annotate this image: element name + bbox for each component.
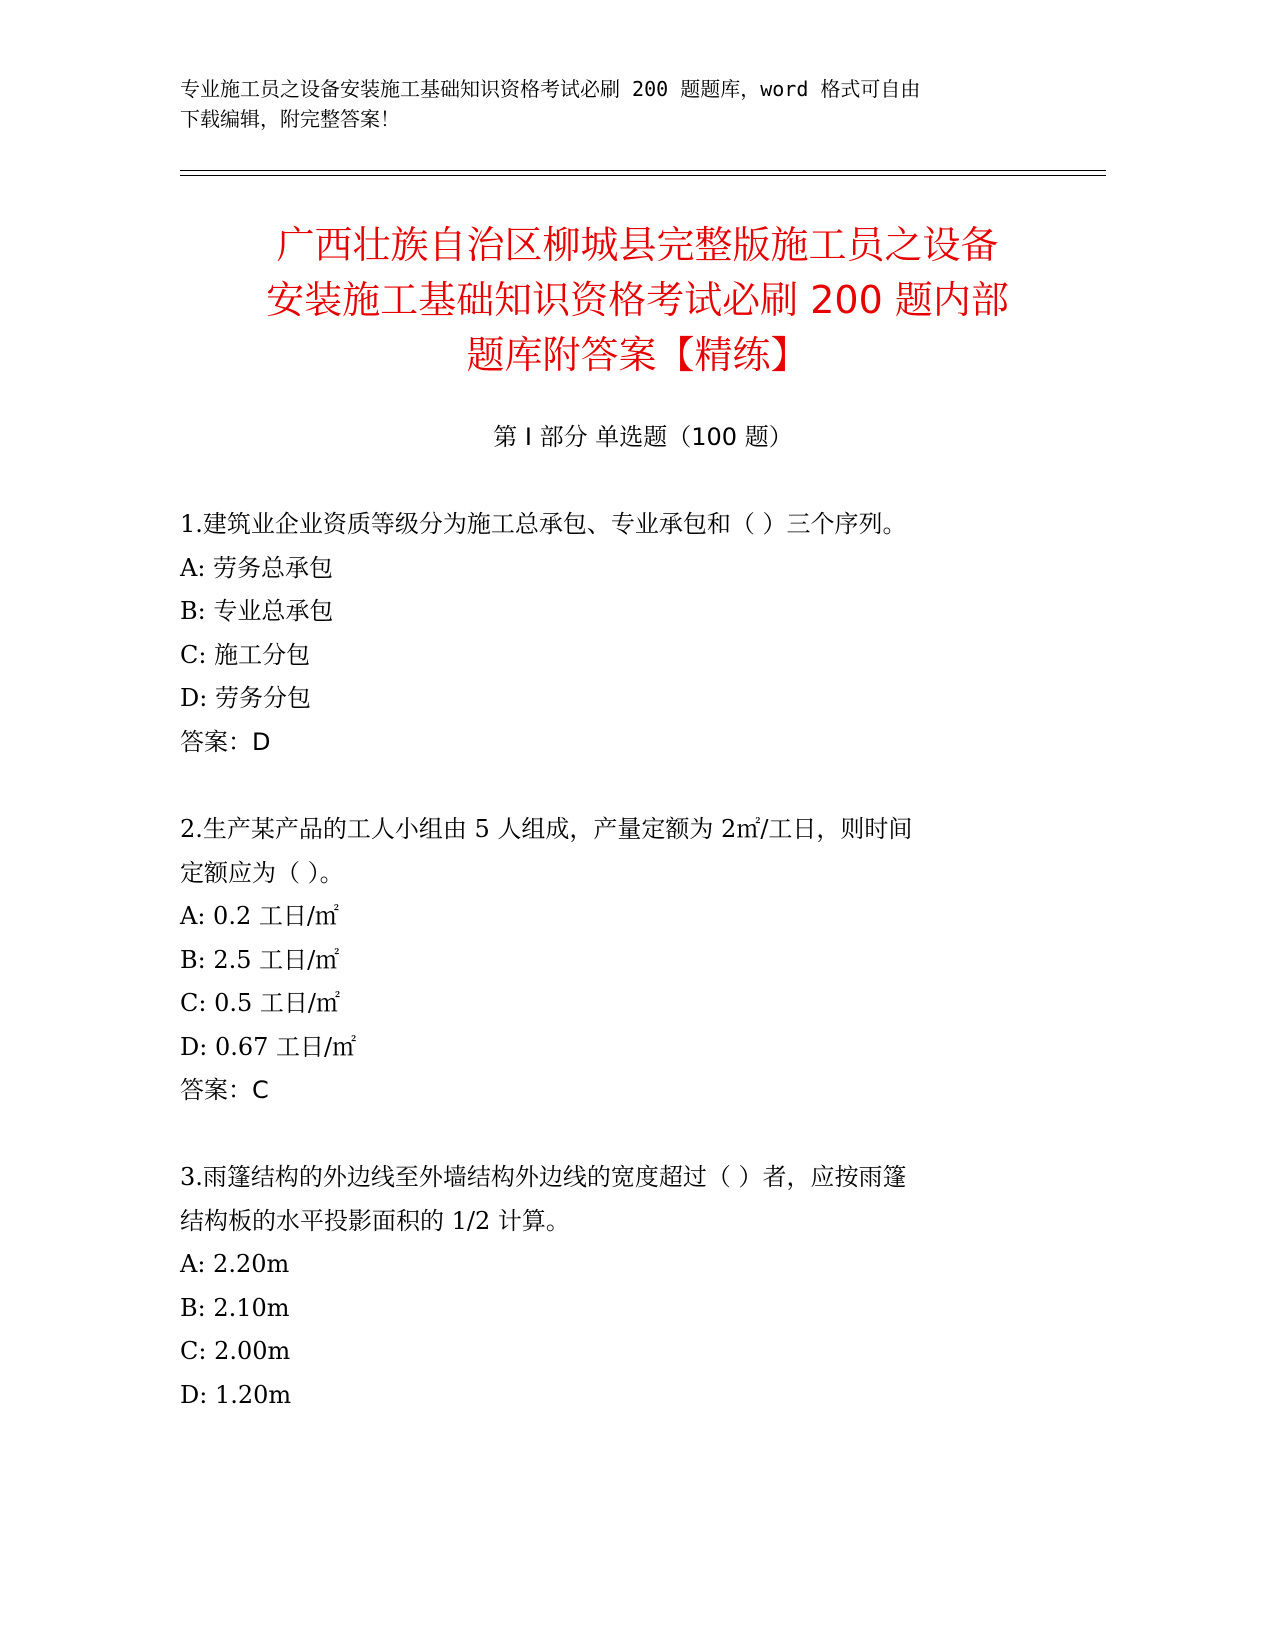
option-d: D: 劳务分包 xyxy=(180,684,311,712)
option-c: C: 2.00m xyxy=(180,1337,291,1365)
option-d: D: 1.20m xyxy=(180,1380,292,1409)
option-a: A: 2.20m xyxy=(180,1250,290,1278)
option-b: B: 2.10m xyxy=(180,1293,290,1322)
option-c: C: 施工分包 xyxy=(180,640,311,669)
option-a: A: 0.2 工日/㎡ xyxy=(180,902,339,930)
question-1 xyxy=(180,503,1080,764)
option-b: B: 专业总承包 xyxy=(180,597,334,625)
option-c: C: 0.5 工日/㎡ xyxy=(180,989,340,1017)
question-3 xyxy=(180,1156,1080,1417)
option-a: A: 劳务总承包 xyxy=(180,553,334,582)
answer: 答案：D xyxy=(180,727,271,756)
question-stem: 1.建筑业企业资质等级分为施工总承包、专业承包和（ ）三个序列。 xyxy=(180,510,907,538)
question-stem: 3.雨篷结构的外边线至外墙结构外边线的宽度超过（ ）者，应按雨篷 xyxy=(180,1163,907,1191)
answer: 答案：C xyxy=(180,1076,269,1104)
question-stem-continued: 结构板的水平投影面积的 1/2 计算。 xyxy=(180,1206,570,1235)
header-note-line-1: 专业施工员之设备安装施工基础知识资格考试必刷 200 题题库，word 格式可自由 xyxy=(180,77,921,101)
header-note xyxy=(180,74,1040,134)
question-stem: 2.生产某产品的工人小组由 5 人组成，产量定额为 2㎡/工日，则时间 xyxy=(180,815,913,843)
header-rule-top xyxy=(180,170,1106,171)
title-line-3: 题库附答案【精练】 xyxy=(466,333,809,377)
section-heading: 第 I 部分 单选题（100 题） xyxy=(493,423,793,451)
title-line-2: 安装施工基础知识资格考试必刷 200 题内部 xyxy=(266,278,1009,322)
title-line-1: 广西壮族自治区柳城县完整版施工员之设备 xyxy=(276,223,999,267)
option-d: D: 0.67 工日/㎡ xyxy=(180,1032,357,1061)
header-rule-bottom xyxy=(180,175,1106,176)
option-b: B: 2.5 工日/㎡ xyxy=(180,945,340,974)
question-stem-continued: 定额应为（ ）。 xyxy=(180,858,344,887)
header-note-line-2: 下载编辑，附完整答案！ xyxy=(180,107,400,131)
question-2 xyxy=(180,808,1080,1113)
document-title xyxy=(150,218,1125,383)
